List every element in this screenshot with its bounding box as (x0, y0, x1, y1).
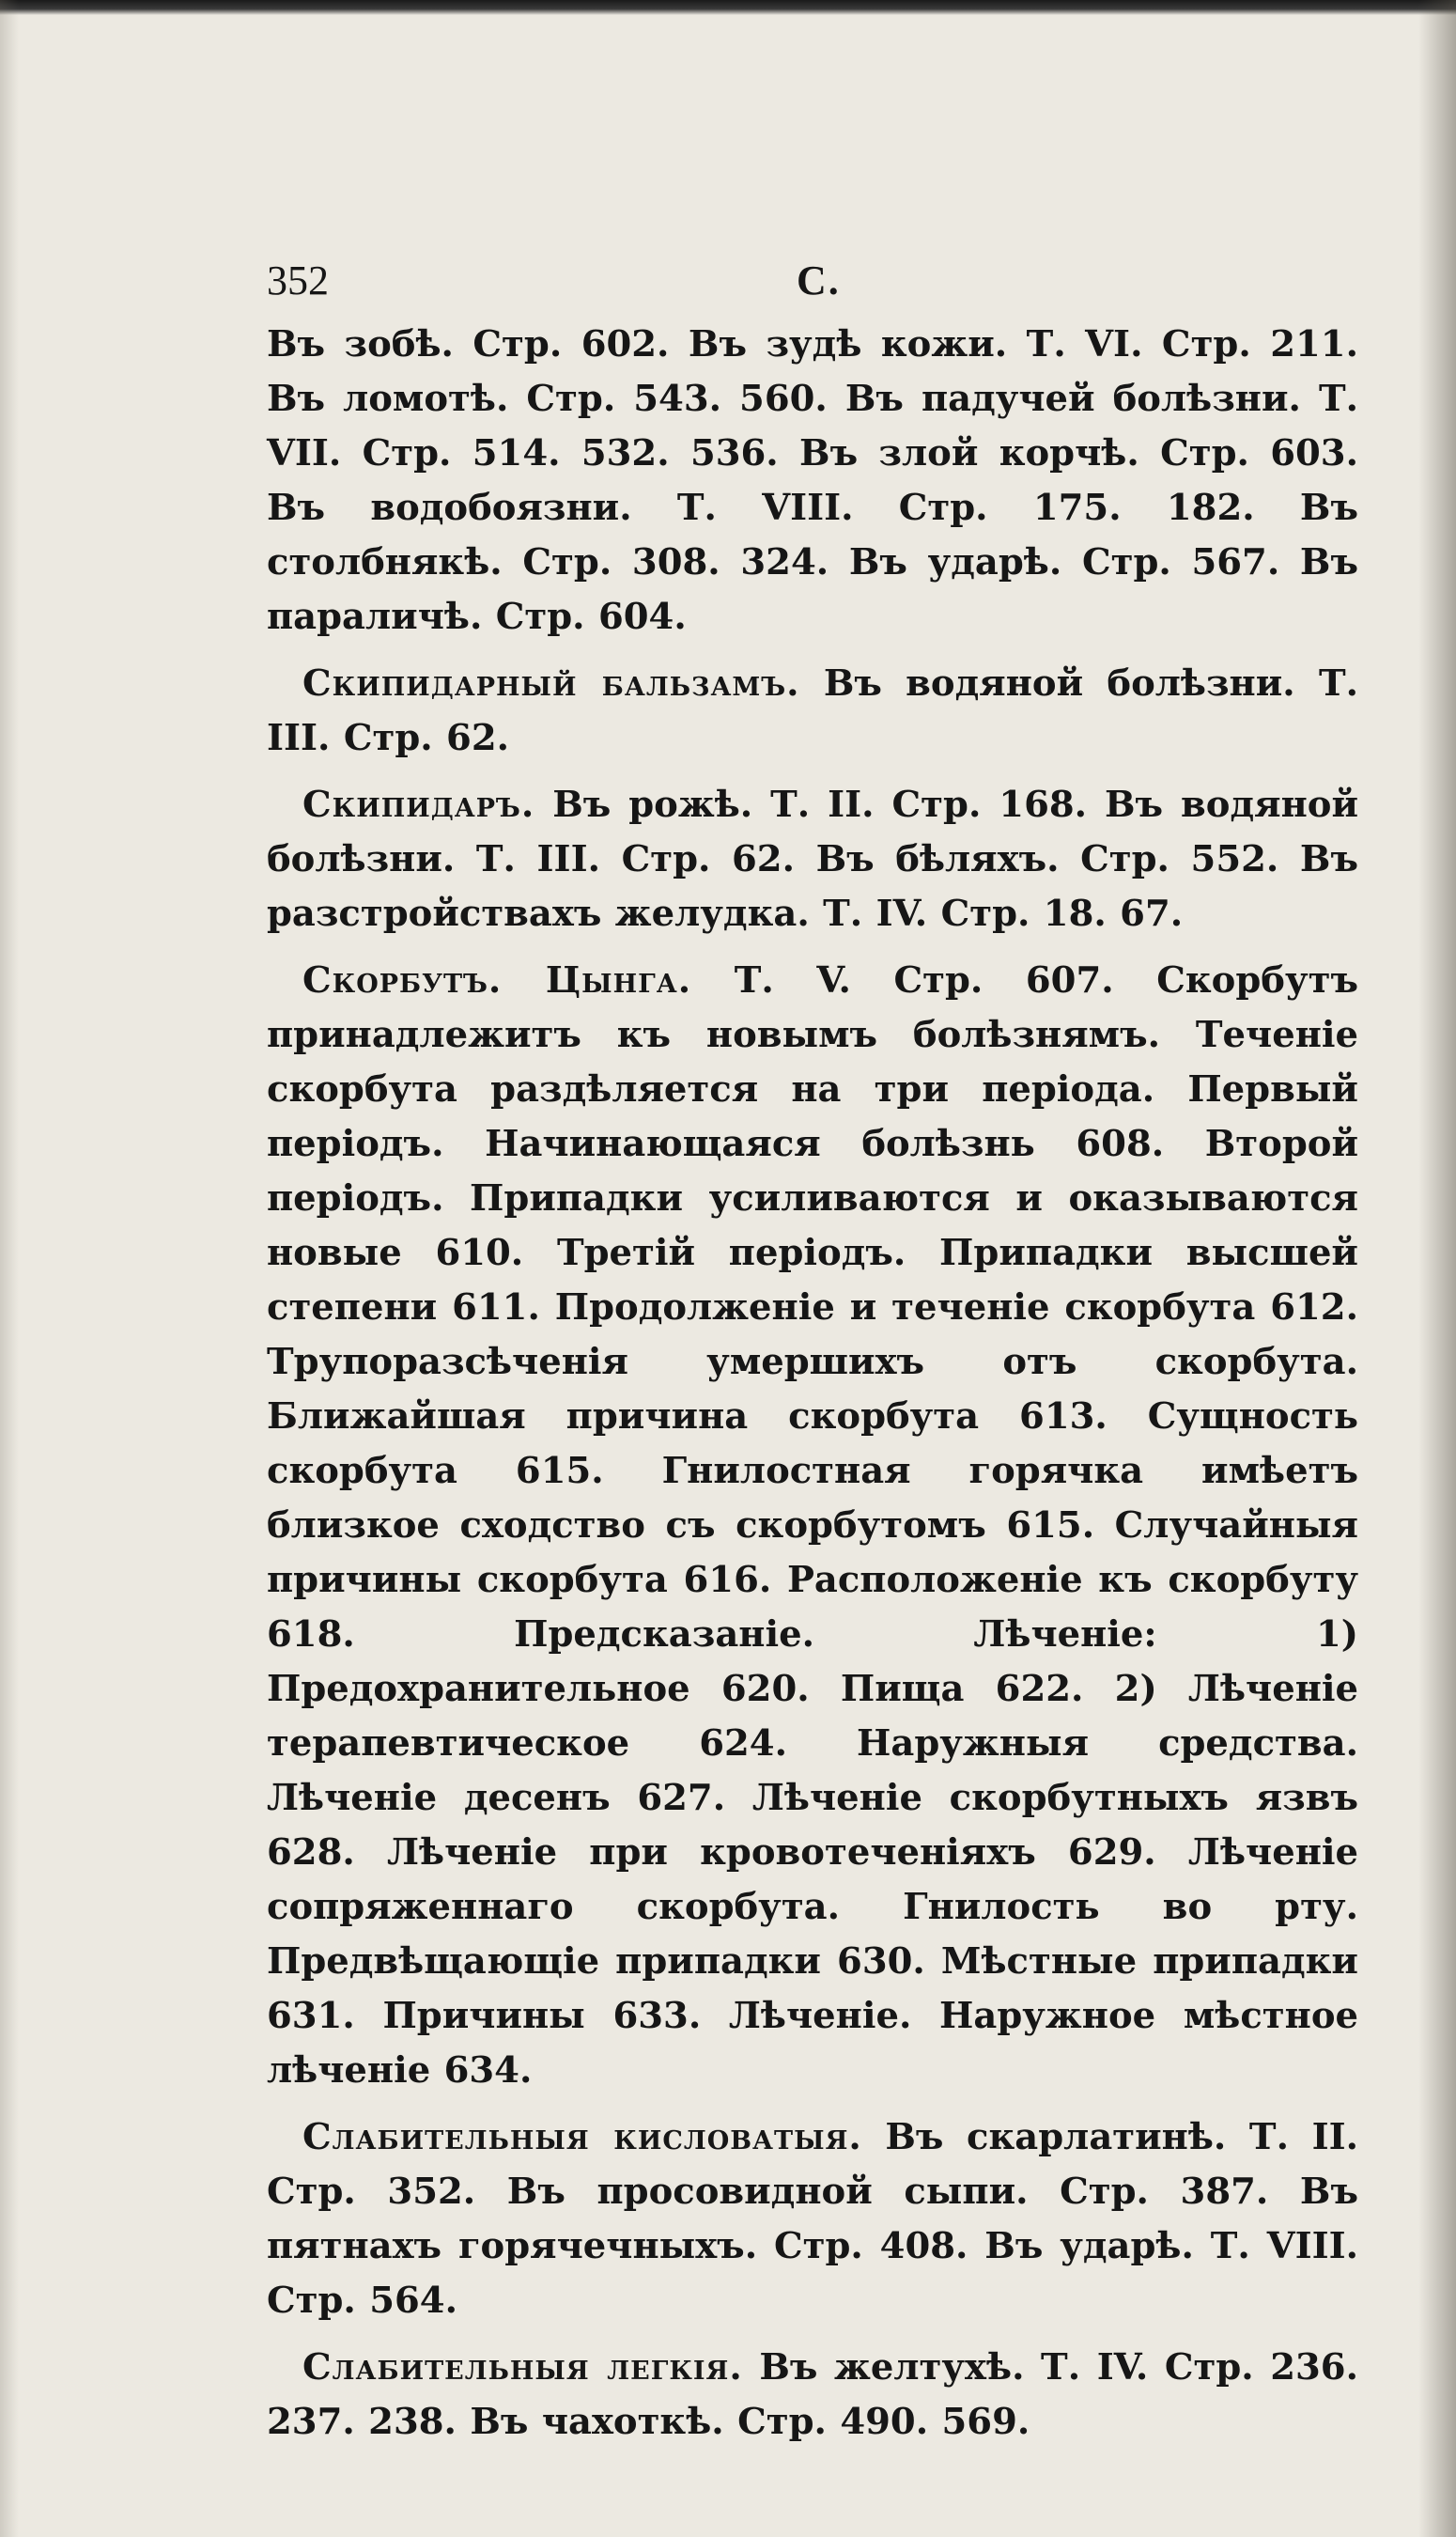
index-entry-turpentine (267, 778, 1358, 942)
entry-text: Въ рожѣ. Т. II. Стр. 168. Въ водяной болѣзни. Т. III. Стр. 62. Въ бѣляхъ. Стр. 552. Въ разстройствахъ желудка. Т. IV. Стр. 18. 67. (267, 784, 1358, 935)
entry-headword: Скорбутъ. Цынга. (302, 959, 692, 1002)
page-gutter-shadow (1418, 0, 1456, 2537)
index-entry-acidic-laxatives (267, 2110, 1358, 2328)
entry-text: Въ водяной болѣзни. Т. III. Стр. 62. (267, 662, 1358, 759)
entry-headword: Скипидаръ. (302, 784, 535, 826)
entry-text: Въ скарлатинѣ. Т. II. Стр. 352. Въ просовидной сыпи. Стр. 387. Въ пятнахъ горячечныхъ. Стр. 408. Въ ударѣ. Т. VIII. Стр. 564. (267, 2116, 1358, 2322)
running-head (267, 246, 1358, 316)
index-entry-scurvy (267, 954, 1358, 2098)
entry-headword: Слабительныя кисловатыя. (302, 2116, 862, 2158)
index-entry-turpentine-balsam (267, 657, 1358, 766)
section-letter: С. (797, 257, 841, 304)
entry-text: Въ зобѣ. Стр. 602. Въ зудѣ кожи. Т. VI. Стр. 211. Въ ломотѣ. Стр. 543. 560. Въ падучей болѣзни. Т. VII. Стр. 514. 532. 536. Въ злой корчѣ. Стр. 603. Въ водобоязни. Т. VIII. Стр. 175. 182. Въ столбнякѣ. Стр. 308. 324. Въ ударѣ. Стр. 567. Въ параличѣ. Стр. 604. (267, 323, 1358, 638)
page-top-edge (0, 0, 1456, 15)
entry-headword: Скипидарный бальзамъ. (302, 662, 800, 705)
entry-text: Въ желтухѣ. Т. IV. Стр. 236. 237. 238. Въ чахоткѣ. Стр. 490. 569. (267, 2346, 1359, 2443)
entry-headword: Слабительныя легкія. (302, 2346, 743, 2389)
index-entry-mild-laxatives (267, 2341, 1358, 2450)
page-left-shadow (0, 0, 19, 2537)
entry-text: Т. V. Стр. 607. Скорбутъ принадлежитъ къ новымъ болѣзнямъ. Теченіе скорбута раздѣляется на три періода. Первый періодъ. Начинающаяся болѣзнь 608. Второй періодъ. Припадки усиливаются и оказываются новые 610. Третій періодъ. Припадки высшей степени 611. Продолженіе и теченіе скорбута 612. Трупоразсѣченія умершихъ отъ скорбута. Ближайшая причина скорбута 613. Сущность скорбута 615. Гнилостная горячка имѣетъ близкое сходство съ скорбутомъ 615. Случайныя причины скорбута 616. Расположеніе къ скорбуту 618. Предсказаніе. Лѣченіе: 1) Предохранительное 620. Пища 622. 2) Лѣченіе терапевтическое 624. Наружныя средства. Лѣченіе десенъ 627. Лѣченіе скорбутныхъ язвъ 628. Лѣченіе при кровотеченіяхъ 629. Лѣченіе сопряженнаго скорбута. Гнилость во рту. Предвѣщающіе припадки 630. Мѣстные припадки 631. Причины 633. Лѣченіе. Наружное мѣстное лѣченіе 634. (267, 959, 1358, 2092)
page-number: 352 (267, 257, 329, 304)
index-entry-continuation (267, 318, 1358, 645)
text-block (267, 246, 1358, 2462)
